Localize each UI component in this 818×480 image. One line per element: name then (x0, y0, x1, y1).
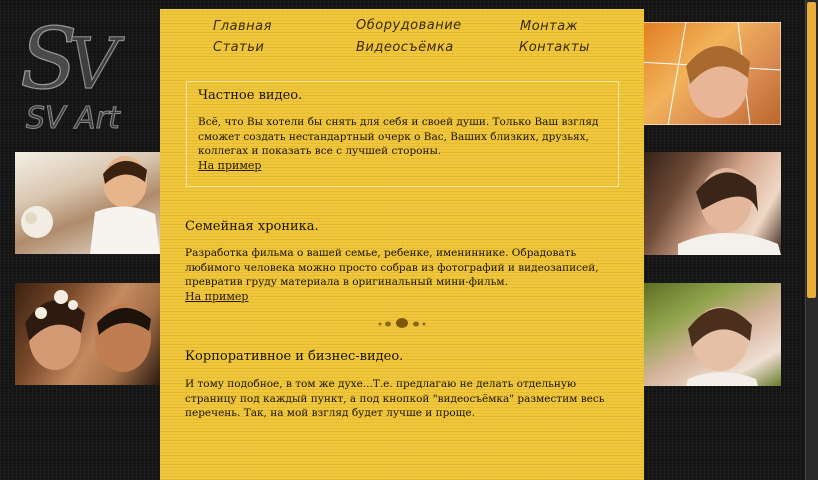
family-chronicle-example-link[interactable]: На пример (185, 290, 249, 303)
family-chronicle-text: Разработка фильма о вашей семье, ребенке, имениннике. Обрадовать любимого человека можно просто собрав из фотографий и видеозаписей, превратив груду материала в оригинальный мини-фильм. (185, 247, 599, 288)
content-panel (160, 9, 644, 480)
private-video-example-link[interactable]: На пример (198, 159, 262, 172)
corporate-video-title: Корпоративное и бизнес-видео. (185, 349, 404, 364)
private-video-text: Всё, что Вы хотели бы снять для себя и своей души. Только Ваш взгляд сможет создать нестандартный очерк о Вас, Ваших близких, друзьях, коллегах и показать все с лучшей стороны. (198, 116, 599, 157)
ornament-divider (378, 317, 426, 329)
private-video-title: Частное видео. (198, 88, 303, 103)
nav-articles-link[interactable]: Статьи (213, 40, 265, 55)
bride-portrait-photo (638, 152, 781, 255)
nav-editing-link[interactable]: Монтаж (520, 19, 578, 34)
scrollbar-thumb[interactable] (807, 2, 816, 298)
family-chronicle-title: Семейная хроника. (185, 219, 319, 234)
logo-text: SV Art (26, 101, 120, 133)
bride-photo-1 (15, 152, 160, 254)
nav-equipment-link[interactable]: Оборудование (356, 18, 462, 33)
svg-text:V: V (68, 23, 119, 105)
nav-contacts-link[interactable]: Контакты (519, 40, 590, 55)
svg-text:S: S (20, 10, 78, 108)
corporate-video-text: И тому подобное, в том же духе...Т.е. предлагаю не делать отдельную страницу под каждый пункт, а под кнопкой "видеосъёмка" разместим весь перечень. Так, на мой взгляд будет лучше и проще. (185, 378, 605, 419)
page-scrollbar[interactable] (805, 0, 818, 480)
nav-home-link[interactable]: Главная (213, 19, 272, 34)
couple-photo (15, 283, 160, 385)
bride-outdoor-photo (638, 283, 781, 386)
nav-videoshooting-link[interactable]: Видеосъёмка (356, 40, 454, 55)
logo[interactable] (18, 8, 130, 133)
portrait-collage-photo (638, 22, 781, 125)
